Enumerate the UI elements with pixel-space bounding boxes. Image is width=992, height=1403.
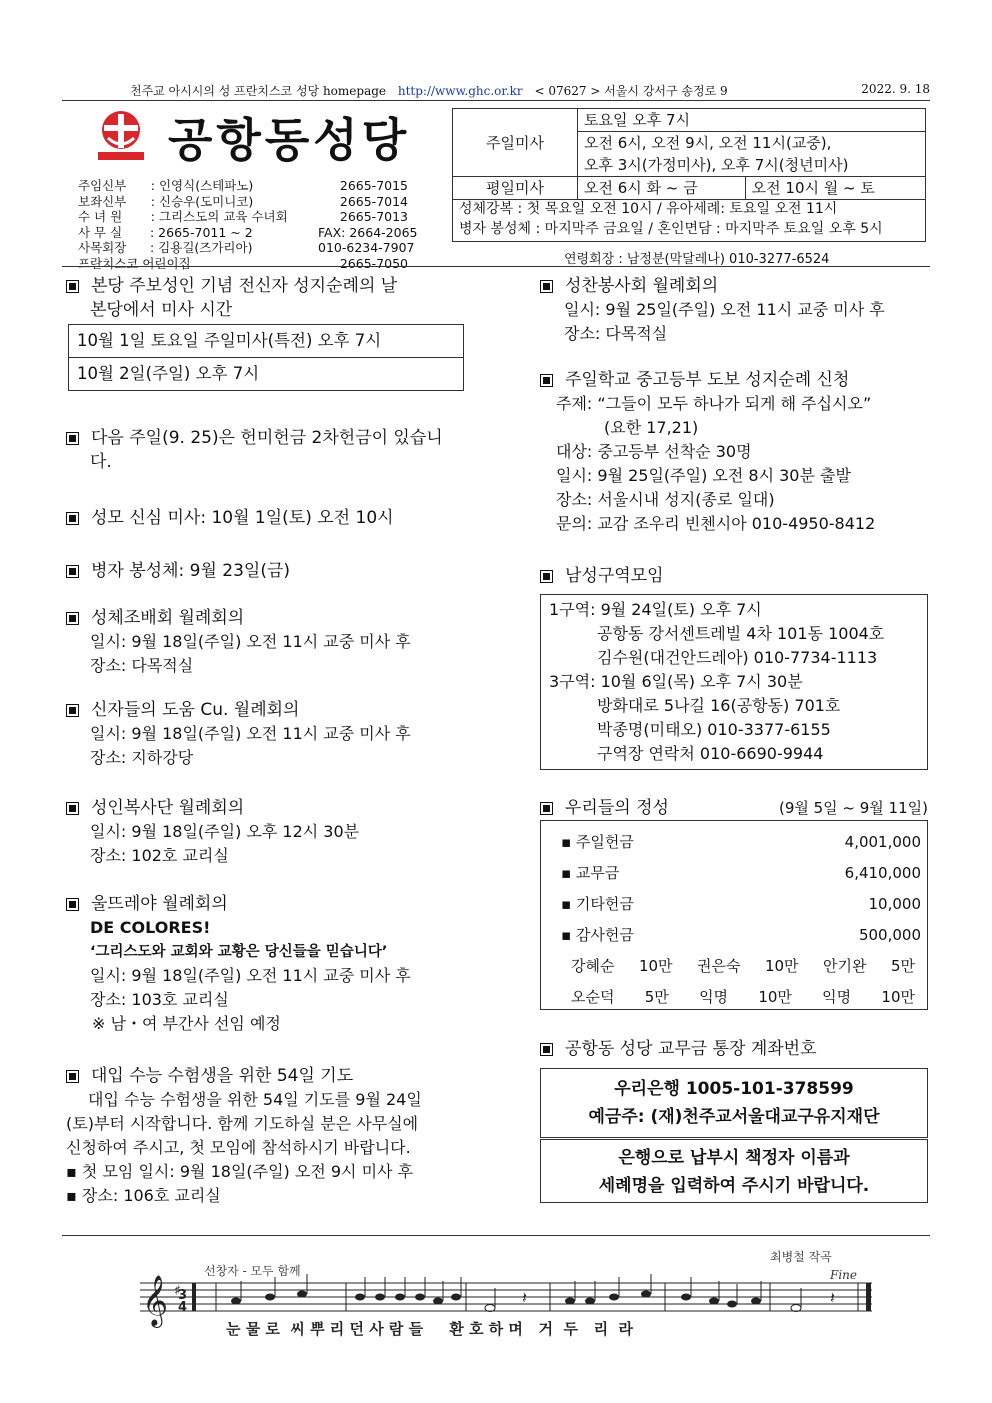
sunday-mass-label: 주일미사 (453, 109, 578, 177)
section-ultreya-meeting: 울뜨레야 월례회의 DE COLORES! ‘그리스도와 교회와 교황은 당신들을 믿습니다’ 일시: 9월 18일(주일) 오전 11시 교중 미사 후 장소: 103호 교리실 ※ 남・여 부간사 선임 예정 (62, 892, 472, 1036)
note (265, 1294, 275, 1301)
donor-row: 오순덕 5만 익명 10만 익명 10만 (571, 988, 915, 1006)
note (609, 1294, 619, 1301)
account-number: 우리은행 1005-101-378599 (614, 1079, 854, 1099)
note (395, 1294, 405, 1301)
hymn-lyrics: 눈 물 로 씨 뿌 리 던 사 람 들 환 호 하 며 거 두 리 라 (226, 1320, 634, 1338)
bullet-square-icon (540, 802, 553, 815)
fine-marking: Fine (830, 1268, 857, 1282)
mass-time-box: 10월 1일 토요일 주일미사(특전) 오후 7시 10월 2일(주일) 오후 7시 (68, 324, 464, 391)
staff-row: 사 무 실 : 2665-7011 ~ 2 FAX: 2664-2065 (78, 224, 418, 240)
repeat-barline (192, 1283, 196, 1311)
section-exam-prayer: 대입 수능 수험생을 위한 54일 기도 대입 수능 수험생을 위한 54일 기도를 9월 24일 (토)부터 시작합니다. 함께 기도하실 분은 사무실에 신청하여 주시고, 첫 모임에 참석하시기 바랍니다. ▪ 첫 모임 일시: 9월 18일(주일) 오전 9시 미사 후 ▪ 장소: 106호 교리실 (66, 1066, 422, 1205)
composer-credit: 최병철 작곡 (770, 1250, 832, 1264)
staff-row: 수 녀 원 : 그리스도의 교육 수녀회 2665-7013 (78, 209, 409, 225)
weekday-mass-time: 오전 10시 월 ~ 토 (745, 177, 925, 200)
section-heading: 성찬봉사회 월례회의 (565, 276, 719, 296)
time-signature-top: 3 (178, 1288, 188, 1303)
hymn-score (130, 1245, 890, 1345)
section-adoration-meeting: 성체조배회 월례회의 일시: 9월 18일(주일) 오전 11시 교중 미사 후 장소: 다목적실 (62, 606, 472, 678)
section-heading: 주일학교 중고등부 도보 성지순례 신청 (565, 370, 850, 390)
bulletin-title: 공항동성당 (168, 113, 411, 167)
funeral-committee-contact: 연령회장 : 남정분(막달레나) 010-3277-6524 (564, 252, 830, 267)
section-heading: 울뜨레야 월례회의 (91, 894, 228, 914)
note (751, 1298, 761, 1305)
sunday-mass-time: 오전 6시, 오전 9시, 오전 11시(교중), (578, 132, 926, 155)
bullet-square-icon (66, 1070, 79, 1083)
footer-divider (62, 1235, 930, 1236)
staff-row: 사목회장 : 김용길(즈가리아) 010-6234-7907 (78, 240, 415, 256)
section-heading: 신자들의 도움 Cu. 월례회의 (91, 700, 300, 720)
music-cue: 선창자 - 모두 함께 (204, 1264, 301, 1278)
top-divider (62, 100, 930, 101)
staff-row: 주임신부 : 인영식(스테파노) 2665-7015 (78, 178, 409, 193)
treble-clef-icon: 𝄞 (142, 1275, 169, 1326)
section-heading: 병자 봉성체: 9월 23일(금) (91, 561, 291, 581)
bullet-square-icon (66, 802, 79, 815)
note (415, 1294, 425, 1301)
notes (231, 1274, 801, 1312)
homepage-link[interactable]: http://www.ghc.or.kr (397, 84, 523, 98)
sharp-icon: ♯ (174, 1283, 181, 1299)
bullet-square-icon (66, 565, 79, 578)
weekday-mass-time: 오전 6시 화 ~ 금 (578, 177, 746, 200)
church-logo-icon (98, 110, 144, 160)
section-heading: 다음 주일(9. 25)은 헌미헌금 2차헌금이 있습니 (91, 428, 443, 448)
half-note (791, 1305, 801, 1312)
section-heading: 대입 수능 수험생을 위한 54일 기도 (91, 1066, 354, 1086)
section-offering-notice: 다음 주일(9. 25)은 헌미헌금 2차헌금이 있습니 다. (62, 426, 472, 474)
mass-schedule-table (452, 108, 926, 200)
section-altar-server-meeting: 성인복사단 월례회의 일시: 9월 18일(주일) 오후 12시 30분 장소: 102호 교리실 (62, 796, 472, 868)
rest-icon: 𝄽 (830, 1288, 835, 1307)
offerings-box (540, 820, 928, 1010)
section-sick-communion (62, 559, 472, 583)
section-bank-account (536, 1037, 936, 1061)
note (355, 1294, 365, 1301)
bullet-square-icon (66, 898, 79, 911)
note (297, 1291, 307, 1298)
sunday-mass-time: 토요일 오후 7시 (578, 109, 926, 132)
church-name: 천주교 아시시의 성 프란치스코 성당 homepage (130, 84, 387, 98)
section-youth-pilgrimage: 주일학교 중고등부 도보 성지순례 신청 주제: “그들이 모두 하나가 되게 해 주십시오” (요한 17,21) 대상: 중고등부 선착순 30명 일시: 9월 25일(주일) 오전 8시 30분 출발 장소: 서울시내 성지(종로 일대) 문의: 교감 조우리 빈첸시아 010-4950-8412 (536, 368, 936, 536)
offering-row: ▪ 감사헌금 500,000 (561, 926, 921, 944)
offering-row: ▪ 교무금 6,410,000 (561, 864, 921, 882)
sacrament-info: 성체강복 : 첫 목요일 오전 10시 / 유아세례: 토요일 오전 11시 병자 봉성체 : 마지막주 금요일 / 혼인면담 : 마지막주 토요일 오후 5시 (452, 197, 926, 242)
section-heading: 공항동 성당 교무금 통장 계좌번호 (565, 1039, 817, 1059)
section-mens-district (536, 564, 936, 588)
bulletin-date: 2022. 9. 18 (861, 82, 930, 96)
section-offerings (536, 796, 928, 820)
offering-period: (9월 5일 ~ 9월 11일) (778, 799, 928, 817)
final-barline (866, 1283, 871, 1311)
note (709, 1298, 719, 1305)
section-heading: 성모 신심 미사: 10월 1일(토) 오전 10시 (91, 508, 394, 528)
weekday-mass-label: 평일미사 (453, 177, 578, 200)
sunday-mass-time: 오후 3시(가정미사), 오후 7시(청년미사) (578, 154, 926, 177)
section-heading: 본당 주보성인 기념 전신자 성지순례의 날 (91, 276, 398, 296)
staff-directory (78, 178, 418, 272)
bank-notice-box: 은행으로 납부시 책정자 이름과 세례명을 입력하여 주시기 바랍니다. (540, 1139, 928, 1203)
offering-row: ▪ 기타헌금 10,000 (561, 895, 921, 913)
note (433, 1298, 443, 1305)
offering-row: ▪ 주일헌금 4,001,000 (561, 833, 921, 851)
section-communion-service-meeting: 성찬봉사회 월례회의 일시: 9월 25일(주일) 오전 11시 교중 미사 후 장소: 다목적실 (536, 274, 936, 346)
note (585, 1298, 595, 1305)
bullet-square-icon (540, 570, 553, 583)
bullet-square-icon (66, 280, 79, 293)
bullet-square-icon (66, 432, 79, 445)
bullet-square-icon (540, 1043, 553, 1056)
bullet-square-icon (540, 374, 553, 387)
section-cu-meeting: 신자들의 도움 Cu. 월례회의 일시: 9월 18일(주일) 오전 11시 교중 미사 후 장소: 지하강당 (62, 698, 472, 770)
note (451, 1294, 461, 1301)
address: < 07627 > 서울시 강서구 송정로 9 (534, 84, 728, 98)
section-heading: 성인복사단 월례회의 (91, 798, 245, 818)
time-signature-bottom: 4 (178, 1300, 188, 1315)
bullet-square-icon (66, 704, 79, 717)
section-marian-mass (62, 506, 472, 530)
donor-row: 강혜순 10만 권은숙 10만 안기완 5만 (571, 957, 915, 975)
note (641, 1291, 651, 1298)
note (565, 1298, 575, 1305)
bullet-square-icon (540, 280, 553, 293)
half-note (485, 1305, 495, 1312)
note (681, 1294, 691, 1301)
staff-row: 보좌신부 : 신승우(도미니코) 2665-7014 (78, 193, 409, 209)
note (727, 1301, 737, 1308)
section-heading: 남성구역모임 (565, 566, 664, 586)
rest-icon: 𝄽 (522, 1288, 527, 1307)
section-heading: 본당에서 미사 시간 (90, 300, 233, 320)
account-holder: 예금주: (재)천주교서울대교구유지재단 (588, 1107, 880, 1127)
section-heading: 성체조배회 월례회의 (91, 608, 245, 628)
note (231, 1298, 241, 1305)
section-pilgrimage (62, 274, 472, 391)
note (375, 1294, 385, 1301)
bullet-square-icon (66, 612, 79, 625)
bullet-square-icon (66, 512, 79, 525)
section-heading: 우리들의 정성 (565, 798, 669, 818)
staff-row: 프란치스코 어린이집 2665-7050 (78, 255, 408, 271)
header-divider (62, 266, 930, 267)
header-line (130, 82, 728, 99)
bank-account-box (540, 1068, 928, 1138)
district-meeting-box: 1구역: 9월 24일(토) 오후 7시 공항동 강서센트레빌 4차 101동 1004호 김수원(대건안드레아) 010-7734-1113 3구역: 10월 6일(목) 오후 7시 30분 방화대로 5나길 16(공항동) 701호 박종명(미태오) 010-3377-6155 구역장 연락처 010-6690-9944 (540, 594, 928, 770)
